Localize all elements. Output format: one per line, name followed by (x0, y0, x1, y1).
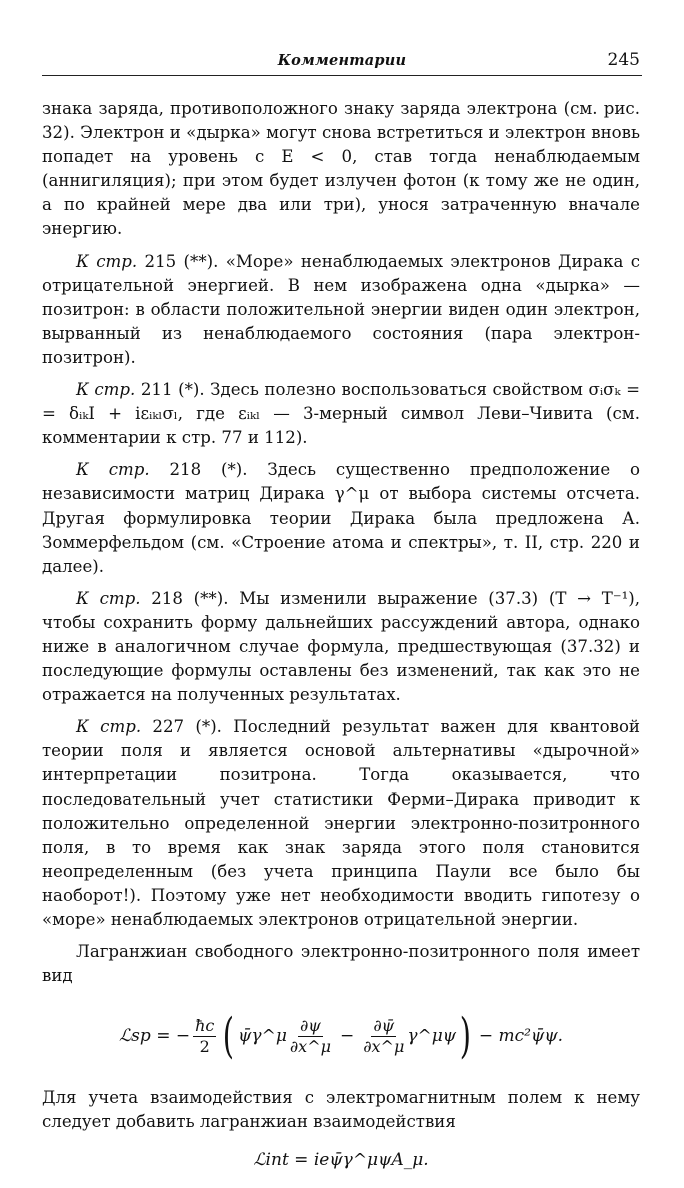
page-number: 245 (607, 50, 640, 70)
paragraph (42, 458, 640, 578)
fraction-denominator: 2 (199, 1036, 210, 1056)
left-paren: ( (223, 1008, 235, 1065)
eq-lhs: ℒsp = − (118, 1026, 191, 1047)
page-ref-label: К стр. (76, 717, 142, 737)
header-rule (42, 75, 642, 76)
paragraph-text: 227 (*). Последний результат важен для квантовой теории поля и является основой альтернативы «дырочной» интерпретации позитрона. Тогда оказывается, что последовательный учет статистики Ферми–Дирака приводит к положительно определенной энергии электронно-позитронного поля, в то время как знак заряда этого поля становится неопределенным (без учета принципа Паули все было бы наоборот!). Поэтому уже нет необходимости вводить гипотезу о «море» ненаблюдаемых электронов отрицательной энергии. (42, 717, 640, 929)
running-header (42, 50, 642, 78)
fraction-denominator: ∂x^μ (363, 1036, 405, 1056)
paragraph: Для учета взаимодействия с электромагнитным полем к нему следует добавить лагранжиан взаимодействия (42, 1088, 640, 1132)
equation-lagrangian-interaction (42, 1146, 640, 1174)
right-paren: ) (459, 1008, 472, 1065)
fraction (290, 1016, 331, 1057)
paragraph-text: 211 (*). Здесь полезно воспользоваться свойством σᵢσₖ = = δᵢₖI + iεᵢₖₗσₗ, где εᵢₖₗ — 3-мерный символ Леви–Чивита (см. комментарии к стр. 77 и 112). (42, 380, 640, 448)
page-ref-label: К стр. (76, 588, 141, 608)
eq-operator: − (340, 1026, 355, 1047)
page-body (42, 97, 640, 1188)
paragraph (42, 715, 640, 932)
paragraph-text: 215 (**). «Море» ненаблюдаемых электронов Дирака с отрицательной энергией. В нем изображена одна «дырка» — позитрон: в области положительной энергии виден один электрон, вырванный из ненаблюдаемого состояния (пара электрон-позитрон). (42, 251, 640, 367)
page-ref-label: К стр. (76, 460, 150, 480)
fraction-numerator: ∂ψ (300, 1015, 321, 1035)
paragraph: знака заряда, противоположного знаку заряда электрона (см. рис. 32). Электрон и «дырка» могут снова встретиться и электрон вновь попадет на уровень с E < 0, став тогда ненаблюдаемым (аннигиляция); при этом будет излучен фотон (к тому же не один, а по крайней мере два или три), унося затраченную вначале энергию. (42, 99, 640, 239)
eq-term: − mc²ψ̄ψ. (478, 1026, 564, 1047)
fraction (193, 1016, 216, 1057)
page-ref-label: К стр. (76, 380, 136, 400)
fraction-denominator: ∂x^μ (289, 1036, 331, 1056)
paragraph (42, 587, 640, 707)
paragraph-text: 218 (**). Мы изменили выражение (37.3) (T → T⁻¹), чтобы сохранить форму дальнейших рассуждений автора, однако ниже в аналогичном случае формула, предшествующая (37.32) и последующие формулы оставлены без изменений, так как это не отражается на полученных результатах. (42, 588, 641, 705)
fraction-numerator: ∂ψ̄ (373, 1015, 395, 1035)
page-ref-label: К стр. (76, 251, 138, 271)
fraction (363, 1016, 404, 1057)
eq-term: γ^μψ (407, 1026, 457, 1047)
eq-body: ℒint = ieψ̄γ^μψA_μ. (253, 1150, 429, 1171)
header-title: Комментарии (277, 52, 407, 69)
eq-term: ψ̄γ^μ (238, 1026, 287, 1047)
equation-lagrangian-free (42, 1000, 640, 1072)
fraction-numerator: ħc (195, 1015, 215, 1035)
paragraph: Лагранжиан свободного электронно-позитронного поля имеет вид (42, 942, 640, 986)
paragraph (42, 250, 640, 370)
paragraph-text: 218 (*). Здесь существенно предположение о независимости матриц Дирака γ^μ от выбора системы отсчета. Другая формулировка теории Дирака была предложена А. Зоммерфельдом (см. «Строение атома и спектры», т. II, стр. 220 и далее). (42, 460, 640, 576)
paragraph (42, 378, 640, 450)
